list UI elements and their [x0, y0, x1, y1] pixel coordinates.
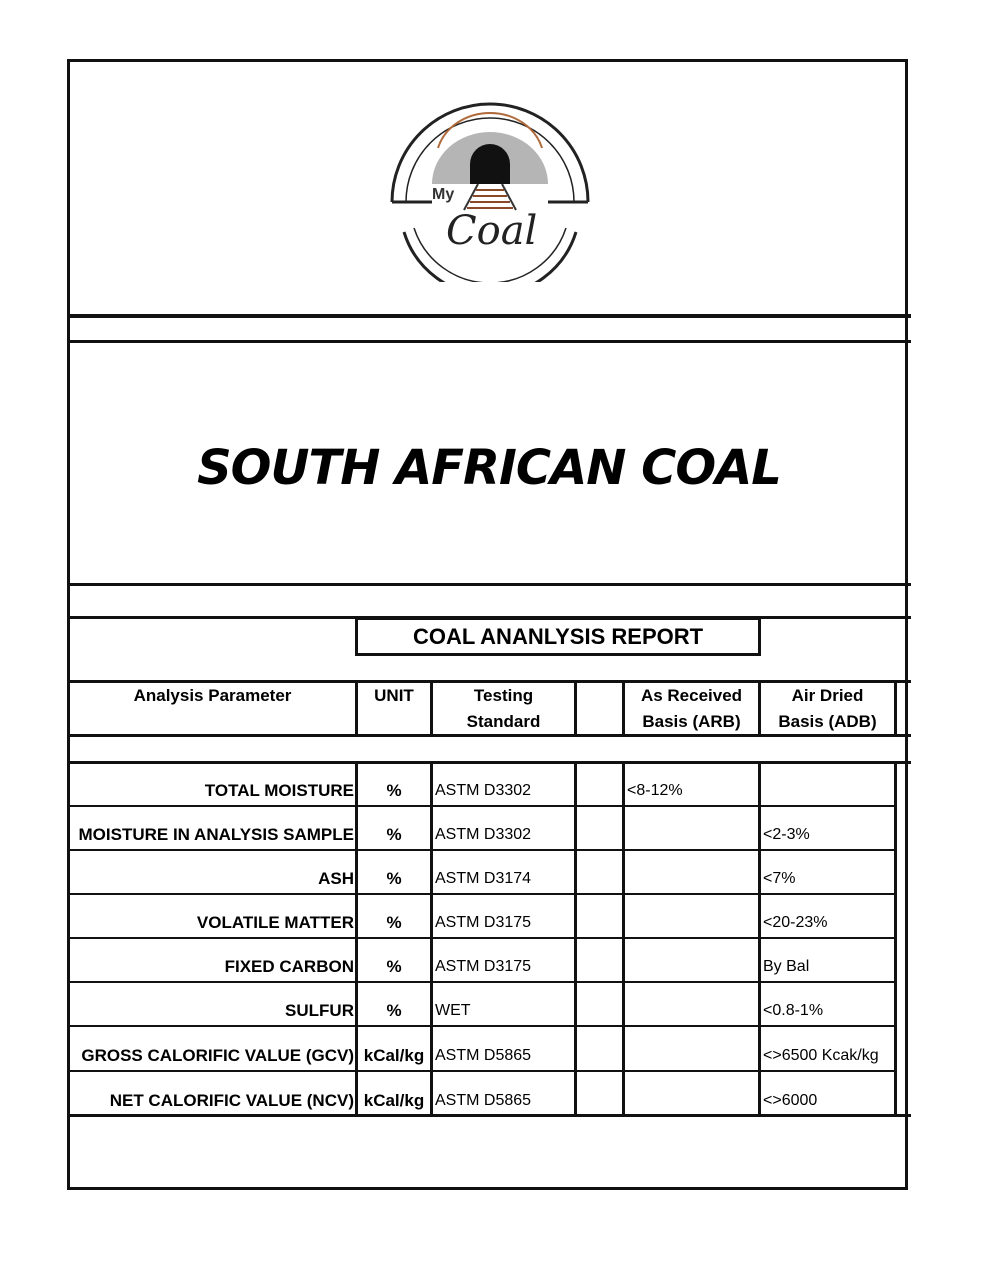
report-title: COAL ANANLYSIS REPORT	[355, 617, 761, 656]
row-standard: ASTM D3174	[435, 870, 532, 887]
row-rule	[67, 805, 897, 807]
row-rule	[67, 849, 897, 851]
row-standard: ASTM D3175	[435, 958, 532, 975]
col-rule	[574, 680, 577, 737]
table-bottom-rule	[67, 1114, 911, 1117]
row-standard: ASTM D5865	[435, 1047, 532, 1064]
col-rule	[758, 761, 761, 1117]
row-parameter: MOISTURE IN ANALYSIS SAMPLE	[78, 825, 354, 844]
col-header-standard: Testing Standard	[466, 686, 541, 731]
row-rule	[67, 893, 897, 895]
divider-below-title	[67, 583, 911, 586]
col-header-unit: UNIT	[374, 686, 414, 705]
row-unit: %	[386, 957, 402, 976]
row-parameter: NET CALORIFIC VALUE (NCV)	[109, 1091, 354, 1110]
logo-brand-script: Coal	[446, 208, 538, 254]
row-standard: WET	[435, 1002, 471, 1019]
row-adb-value: <20-23%	[763, 914, 828, 931]
row-standard: ASTM D3302	[435, 782, 532, 799]
row-parameter: SULFUR	[285, 1001, 354, 1020]
col-header-arb: As Received Basis (ARB)	[640, 686, 743, 731]
row-adb-value: <>6500 Kcak/kg	[763, 1047, 879, 1064]
row-rule	[67, 981, 897, 983]
row-standard: ASTM D3302	[435, 826, 532, 843]
row-arb-value: <8-12%	[627, 782, 683, 799]
row-standard: ASTM D5865	[435, 1092, 532, 1109]
row-unit: %	[386, 1001, 402, 1020]
row-unit: %	[386, 825, 402, 844]
body-top-rule	[67, 761, 911, 764]
row-adb-value: By Bal	[763, 958, 810, 975]
row-parameter: VOLATILE MATTER	[196, 913, 354, 932]
row-adb-value: <>6000	[763, 1092, 818, 1109]
row-rule	[67, 1025, 897, 1027]
row-parameter: GROSS CALORIFIC VALUE (GCV)	[81, 1046, 354, 1065]
row-standard: ASTM D3175	[435, 914, 532, 931]
col-header-adb: Air Dried Basis (ADB)	[778, 686, 877, 731]
row-adb-value: <2-3%	[763, 826, 810, 843]
mycoal-logo	[380, 92, 600, 282]
logo-brand-small: My	[432, 186, 455, 203]
row-parameter: ASH	[318, 869, 354, 888]
row-parameter: TOTAL MOISTURE	[204, 781, 354, 800]
row-unit: %	[386, 781, 402, 800]
row-unit: %	[386, 869, 402, 888]
page-title: SOUTH AFRICAN COAL	[197, 440, 781, 496]
col-rule	[574, 761, 577, 1117]
divider-under-logo	[67, 314, 911, 318]
row-parameter: FIXED CARBON	[224, 957, 354, 976]
col-rule	[894, 761, 897, 1117]
row-rule	[67, 1070, 897, 1072]
divider-above-title	[67, 340, 911, 343]
col-header-parameter: Analysis Parameter	[133, 686, 292, 705]
col-rule	[622, 761, 625, 1117]
row-unit: %	[386, 913, 402, 932]
row-rule	[67, 937, 897, 939]
row-unit: kCal/kg	[363, 1046, 425, 1065]
col-rule	[894, 680, 897, 737]
row-adb-value: <0.8-1%	[763, 1002, 824, 1019]
col-rule	[430, 761, 433, 1117]
row-unit: kCal/kg	[363, 1091, 425, 1110]
row-adb-value: <7%	[763, 870, 796, 887]
